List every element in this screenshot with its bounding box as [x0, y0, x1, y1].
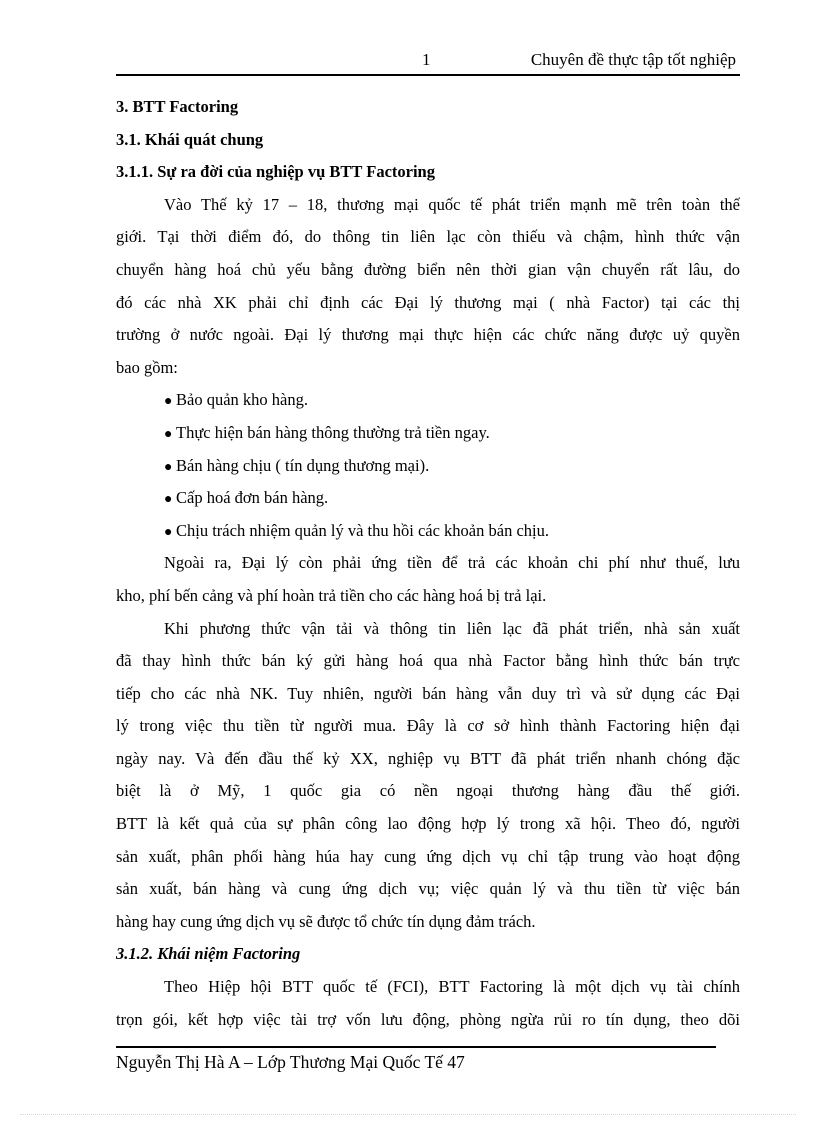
- header-title: Chuyên đề thực tập tốt nghiệp: [530, 50, 736, 69]
- subsection-heading: 3.1.2. Khái niệm Factoring: [116, 944, 301, 964]
- bullet-icon: ●: [164, 524, 173, 540]
- page-header: [116, 48, 740, 76]
- paragraph-line: trọn gói, kết hợp việc tài trợ vốn lưu động, phòng ngừa rủi ro tín dụng, theo dõi: [116, 1009, 740, 1029]
- bullet-text: Bảo quản kho hàng.: [176, 390, 308, 410]
- page-footer: Nguyễn Thị Hà A – Lớp Thương Mại Quốc Tế 47: [116, 1052, 465, 1072]
- bullet-list-item: [116, 450, 740, 483]
- bullet-list-item: [116, 384, 740, 417]
- bullet-icon: ●: [164, 459, 173, 475]
- page-edge-divider: [20, 1114, 796, 1115]
- bullet-icon: ●: [164, 426, 173, 442]
- section-heading: 3.1. Khái quát chung: [116, 129, 264, 149]
- page-number: 1: [422, 50, 431, 69]
- paragraph-last-line: bao gồm:: [116, 357, 178, 377]
- bullet-list-item: [116, 515, 740, 548]
- paragraph-line: đã thay hình thức bán ký gửi hàng hoá qua nhà Factor bằng hình thức bán trực: [116, 651, 740, 671]
- paragraph-first-line: Theo Hiệp hội BTT quốc tế (FCI), BTT Factoring là một dịch vụ tài chính: [164, 977, 740, 997]
- bullet-list-item: [116, 482, 740, 515]
- paragraph-line: tiếp cho các nhà NK. Tuy nhiên, người bán hàng vẫn duy trì và sử dụng các Đại: [116, 683, 740, 703]
- bullet-text: Thực hiện bán hàng thông thường trả tiền ngay.: [176, 422, 490, 442]
- paragraph-line: giới. Tại thời điểm đó, do thông tin liên lạc còn thiếu và chậm, hình thức vận: [116, 227, 740, 247]
- paragraph-line: BTT là kết quả của sự phân công lao động hợp lý trong xã hội. Theo đó, người: [116, 814, 740, 834]
- document-body: [116, 91, 740, 1036]
- bullet-text: Bán hàng chịu ( tín dụng thương mại).: [176, 455, 430, 475]
- paragraph-last-line: kho, phí bến cảng và phí hoàn trả tiền cho các hàng hoá bị trả lại.: [116, 585, 547, 605]
- paragraph-first-line: Ngoài ra, Đại lý còn phải ứng tiền để trả các khoản chi phí như thuế, lưu: [164, 553, 740, 573]
- paragraph-line: chuyển hàng hoá chủ yếu bằng đường biển nên thời gian vận chuyển rất lâu, do: [116, 259, 740, 279]
- paragraph-line: đó các nhà XK phải chỉ định các Đại lý thương mại ( nhà Factor) tại các thị: [116, 292, 740, 312]
- paragraph-line: trường ở nước ngoài. Đại lý thương mại thực hiện các chức năng được uỷ quyền: [116, 325, 740, 345]
- bullet-text: Cấp hoá đơn bán hàng.: [176, 488, 329, 508]
- paragraph-line: sản xuất, bán hàng và cung ứng dịch vụ; việc quản lý và thu tiền từ việc bán: [116, 879, 740, 899]
- section-heading: 3. BTT Factoring: [116, 97, 239, 116]
- paragraph-first-line: Khi phương thức vận tải và thông tin liên lạc đã phát triển, nhà sản xuất: [164, 618, 740, 638]
- section-heading: 3.1.1. Sự ra đời của nghiệp vụ BTT Factoring: [116, 162, 435, 182]
- bullet-text: Chịu trách nhiệm quản lý và thu hồi các khoản bán chịu.: [176, 520, 549, 540]
- paragraph-line: lý trong việc thu tiền từ người mua. Đây là cơ sở hình thành Factoring hiện đại: [116, 716, 740, 736]
- bullet-icon: ●: [164, 492, 173, 508]
- paragraph-line: sản xuất, phân phối hàng húa hay cung ứng dịch vụ chỉ tập trung vào hoạt động: [116, 846, 740, 866]
- bullet-icon: ●: [164, 394, 173, 410]
- paragraph-line: ngày nay. Và đến đầu thế kỷ XX, nghiệp vụ BTT đã phát triển nhanh chóng đặc: [116, 748, 740, 768]
- bullet-list-item: [116, 417, 740, 450]
- footer-divider: [116, 1046, 716, 1048]
- paragraph-first-line: Vào Thế kỷ 17 – 18, thương mại quốc tế phát triển mạnh mẽ trên toàn thế: [164, 194, 740, 214]
- paragraph-line: biệt là ở Mỹ, 1 quốc gia có nền ngoại thương hàng đầu thế giới.: [116, 781, 740, 801]
- paragraph-last-line: hàng hay cung ứng dịch vụ sẽ được tổ chức tín dụng đảm trách.: [116, 911, 536, 931]
